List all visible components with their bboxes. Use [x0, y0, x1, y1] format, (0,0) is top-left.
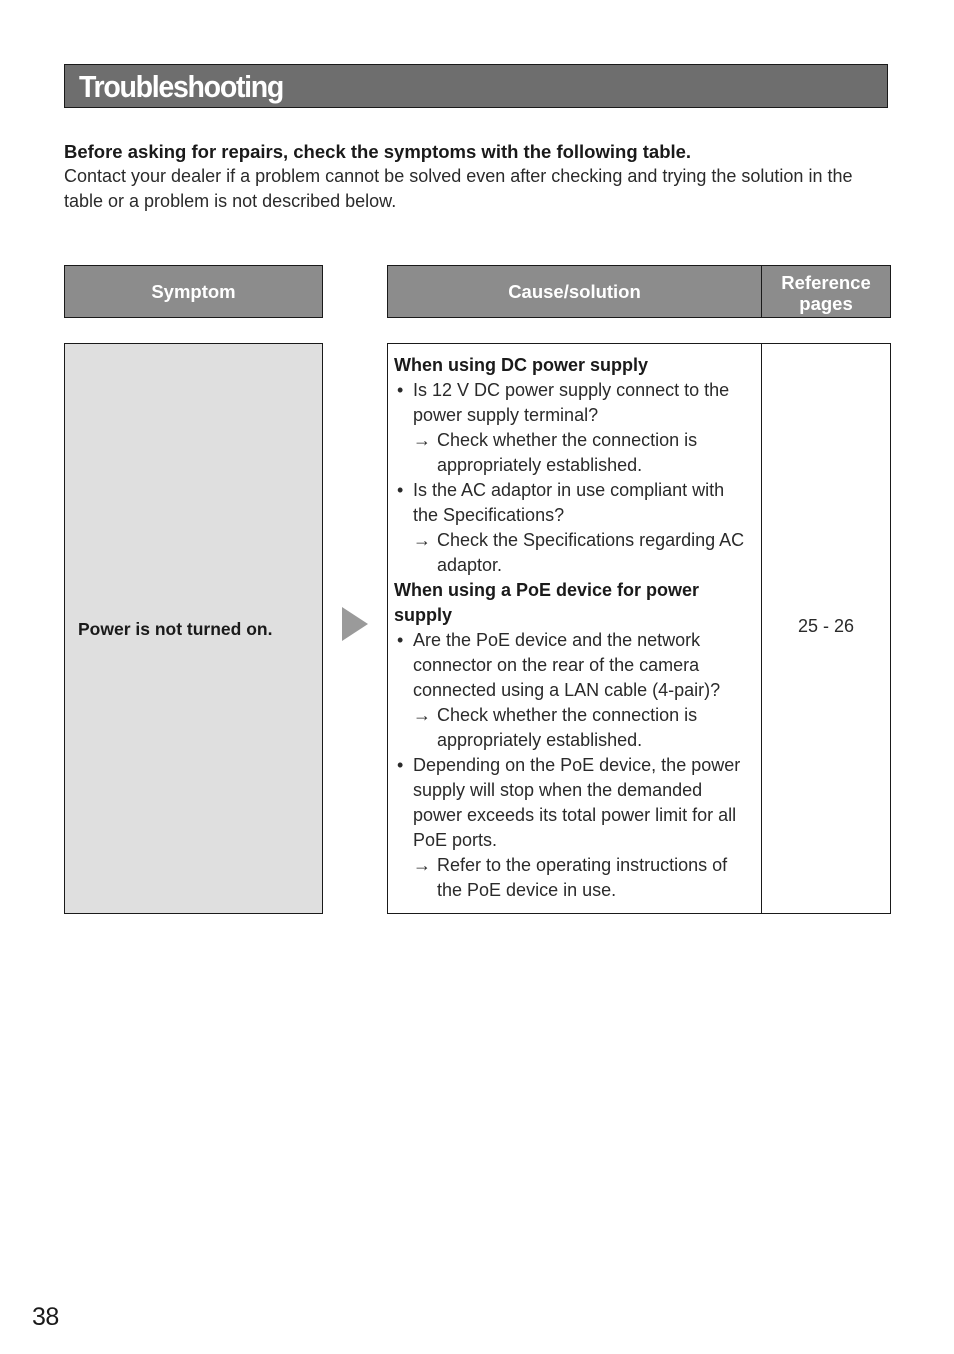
solution-line — [394, 428, 754, 478]
page-title: Troubleshooting — [79, 69, 284, 104]
header-reference-pages: Reference pages — [761, 265, 891, 318]
header-cause-solution: Cause/solution — [387, 265, 762, 318]
arrow-right-icon: → — [413, 705, 431, 725]
triangle-arrow-icon — [342, 607, 368, 641]
item-question: Is 12 V DC power supply connect to the power supply terminal? — [413, 380, 730, 425]
list-item — [394, 753, 754, 853]
item-solution: Check the Specifications regarding AC adaptor. — [437, 530, 745, 575]
item-question: Is the AC adaptor in use compliant with the Specifications? — [413, 480, 725, 525]
intro-text: Contact your dealer if a problem cannot be solved even after checking and trying the solution in the table or a problem is not described below. — [64, 166, 853, 211]
list-item — [394, 478, 754, 528]
symptom-cell — [64, 343, 323, 914]
section-title-dc: When using DC power supply — [394, 355, 649, 375]
cause-solution-cell — [387, 343, 762, 914]
reference-cell — [761, 343, 891, 914]
item-question: Depending on the PoE device, the power supply will stop when the demanded power exceeds its total power limit for all PoE ports. — [413, 755, 741, 850]
section-title-poe: When using a PoE device for power supply — [394, 580, 700, 625]
solution-line — [394, 853, 754, 903]
bullet-icon: • — [397, 755, 404, 775]
solution-line — [394, 528, 754, 578]
bullet-icon: • — [397, 480, 404, 500]
reference-pages-value: 25 - 26 — [797, 616, 855, 636]
cause-solution-body — [394, 353, 754, 903]
intro-heading: Before asking for repairs, check the symptoms with the following table. — [64, 141, 692, 162]
solution-line — [394, 703, 754, 753]
list-item — [394, 628, 754, 703]
item-solution: Check whether the connection is appropriately established. — [437, 430, 698, 475]
page-number: 38 — [32, 1303, 59, 1331]
arrow-right-icon: → — [413, 855, 431, 875]
header-symptom: Symptom — [64, 265, 323, 318]
list-item — [394, 378, 754, 428]
symptom-text: Power is not turned on. — [78, 619, 273, 639]
bullet-icon: • — [397, 630, 404, 650]
bullet-icon: • — [397, 380, 404, 400]
item-solution: Refer to the operating instructions of the PoE device in use. — [437, 855, 728, 900]
title-bar — [64, 64, 888, 108]
arrow-right-icon: → — [413, 530, 431, 550]
item-question: Are the PoE device and the network connector on the rear of the camera connected using a LAN cable (4-pair)? — [413, 630, 721, 700]
arrow-right-icon: → — [413, 430, 431, 450]
item-solution: Check whether the connection is appropriately established. — [437, 705, 698, 750]
